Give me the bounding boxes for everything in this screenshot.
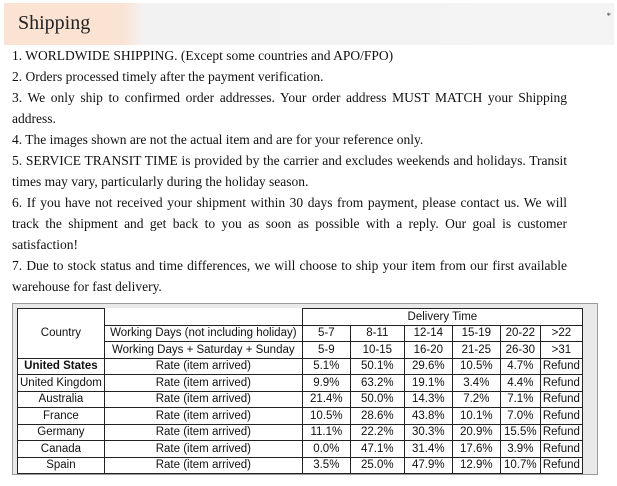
rate-value-cell: 20.9% <box>452 424 500 441</box>
rate-value-cell: 29.6% <box>404 358 452 375</box>
range-weekend-2: 10-15 <box>350 342 404 359</box>
policy-item-3: 3. We only ship to confirmed order addresses. Your order address MUST MATCH your Shipping address. <box>12 90 567 126</box>
range-working-5: 20-22 <box>500 325 540 342</box>
rate-value-cell: 17.6% <box>452 441 500 458</box>
rate-label-cell: Rate (item arrived) <box>104 358 302 375</box>
shipping-policy-list <box>12 45 567 297</box>
policy-item-4: 4. The images shown are not the actual item and are for your reference only. <box>12 132 424 147</box>
range-working-2: 8-11 <box>350 325 404 342</box>
range-weekend-6: >31 <box>540 342 582 359</box>
rate-value-cell: 10.1% <box>452 408 500 425</box>
rate-value-cell: 63.2% <box>350 375 404 392</box>
header-spacer <box>104 309 302 326</box>
table-row <box>18 375 583 392</box>
policy-item-7: 7. Due to stock status and time differences, we will choose to ship your item from our first available warehouse for fast delivery. <box>12 258 567 294</box>
table-row <box>18 358 583 375</box>
rate-value-cell: 21.4% <box>302 391 350 408</box>
rate-value-cell: Refund <box>540 457 582 474</box>
range-weekend-5: 26-30 <box>500 342 540 359</box>
table-row <box>18 391 583 408</box>
country-cell: United Kingdom <box>18 375 105 392</box>
rate-value-cell: 43.8% <box>404 408 452 425</box>
rate-value-cell: 4.4% <box>500 375 540 392</box>
rate-value-cell: 30.3% <box>404 424 452 441</box>
country-cell: Spain <box>18 457 105 474</box>
table-row <box>18 457 583 474</box>
rate-value-cell: 3.9% <box>500 441 540 458</box>
range-working-6: >22 <box>540 325 582 342</box>
rate-value-cell: 3.4% <box>452 375 500 392</box>
rate-label-cell: Rate (item arrived) <box>104 441 302 458</box>
rate-value-cell: 25.0% <box>350 457 404 474</box>
rate-label-cell: Rate (item arrived) <box>104 408 302 425</box>
rate-value-cell: 10.7% <box>500 457 540 474</box>
rate-value-cell: 12.9% <box>452 457 500 474</box>
range-weekend-3: 16-20 <box>404 342 452 359</box>
country-cell: United States <box>18 358 105 375</box>
policy-item-1: 1. WORLDWIDE SHIPPING. (Except some countries and APO/FPO) <box>12 48 394 63</box>
country-header: Country <box>18 309 105 359</box>
rate-value-cell: 5.1% <box>302 358 350 375</box>
rate-value-cell: 4.7% <box>500 358 540 375</box>
rate-rows <box>18 358 583 474</box>
rate-value-cell: Refund <box>540 408 582 425</box>
table-row <box>18 441 583 458</box>
country-cell: Germany <box>18 424 105 441</box>
rate-value-cell: Refund <box>540 358 582 375</box>
rate-value-cell: 7.2% <box>452 391 500 408</box>
rate-value-cell: 14.3% <box>404 391 452 408</box>
policy-item-6: 6. If you have not received your shipment within 30 days from payment, please contact us. We will track the shipment and get back to you as soon as possible with a reply. Our goal is customer satisfaction! <box>12 195 567 252</box>
rate-value-cell: 10.5% <box>302 408 350 425</box>
header-mark: * <box>606 11 611 21</box>
rate-value-cell: 7.0% <box>500 408 540 425</box>
working-days-sat-label: Working Days + Saturday + Sunday <box>104 342 302 359</box>
rate-value-cell: 31.4% <box>404 441 452 458</box>
policy-item-2: 2. Orders processed timely after the payment verification. <box>12 69 324 84</box>
table-header-row-1 <box>18 309 583 326</box>
rate-label-cell: Rate (item arrived) <box>104 424 302 441</box>
rate-value-cell: 3.5% <box>302 457 350 474</box>
rate-value-cell: 19.1% <box>404 375 452 392</box>
rate-value-cell: 11.1% <box>302 424 350 441</box>
country-cell: France <box>18 408 105 425</box>
table-row <box>18 424 583 441</box>
rate-label-cell: Rate (item arrived) <box>104 391 302 408</box>
rate-value-cell: 47.9% <box>404 457 452 474</box>
country-cell: Australia <box>18 391 105 408</box>
table-row <box>18 408 583 425</box>
working-days-label: Working Days (not including holiday) <box>104 325 302 342</box>
rate-value-cell: 28.6% <box>350 408 404 425</box>
shipping-header <box>4 3 614 45</box>
range-weekend-4: 21-25 <box>452 342 500 359</box>
rate-value-cell: 50.1% <box>350 358 404 375</box>
rate-value-cell: Refund <box>540 441 582 458</box>
rate-value-cell: Refund <box>540 375 582 392</box>
rate-value-cell: 7.1% <box>500 391 540 408</box>
rate-value-cell: 47.1% <box>350 441 404 458</box>
policy-item-5: 5. SERVICE TRANSIT TIME is provided by the carrier and excludes weekends and holidays. Transit times may vary, particularly during the holiday season. <box>12 153 567 189</box>
rate-value-cell: 15.5% <box>500 424 540 441</box>
shipping-title: Shipping <box>18 12 91 34</box>
rate-label-cell: Rate (item arrived) <box>104 375 302 392</box>
delivery-time-table <box>17 308 583 474</box>
delivery-table-panel <box>12 303 598 475</box>
rate-value-cell: 9.9% <box>302 375 350 392</box>
rate-value-cell: 50.0% <box>350 391 404 408</box>
rate-value-cell: Refund <box>540 391 582 408</box>
rate-value-cell: 0.0% <box>302 441 350 458</box>
rate-label-cell: Rate (item arrived) <box>104 457 302 474</box>
country-cell: Canada <box>18 441 105 458</box>
rate-value-cell: 22.2% <box>350 424 404 441</box>
range-weekend-1: 5-9 <box>302 342 350 359</box>
rate-value-cell: 10.5% <box>452 358 500 375</box>
delivery-time-header: Delivery Time <box>302 309 582 326</box>
range-working-3: 12-14 <box>404 325 452 342</box>
rate-value-cell: Refund <box>540 424 582 441</box>
range-working-4: 15-19 <box>452 325 500 342</box>
range-working-1: 5-7 <box>302 325 350 342</box>
